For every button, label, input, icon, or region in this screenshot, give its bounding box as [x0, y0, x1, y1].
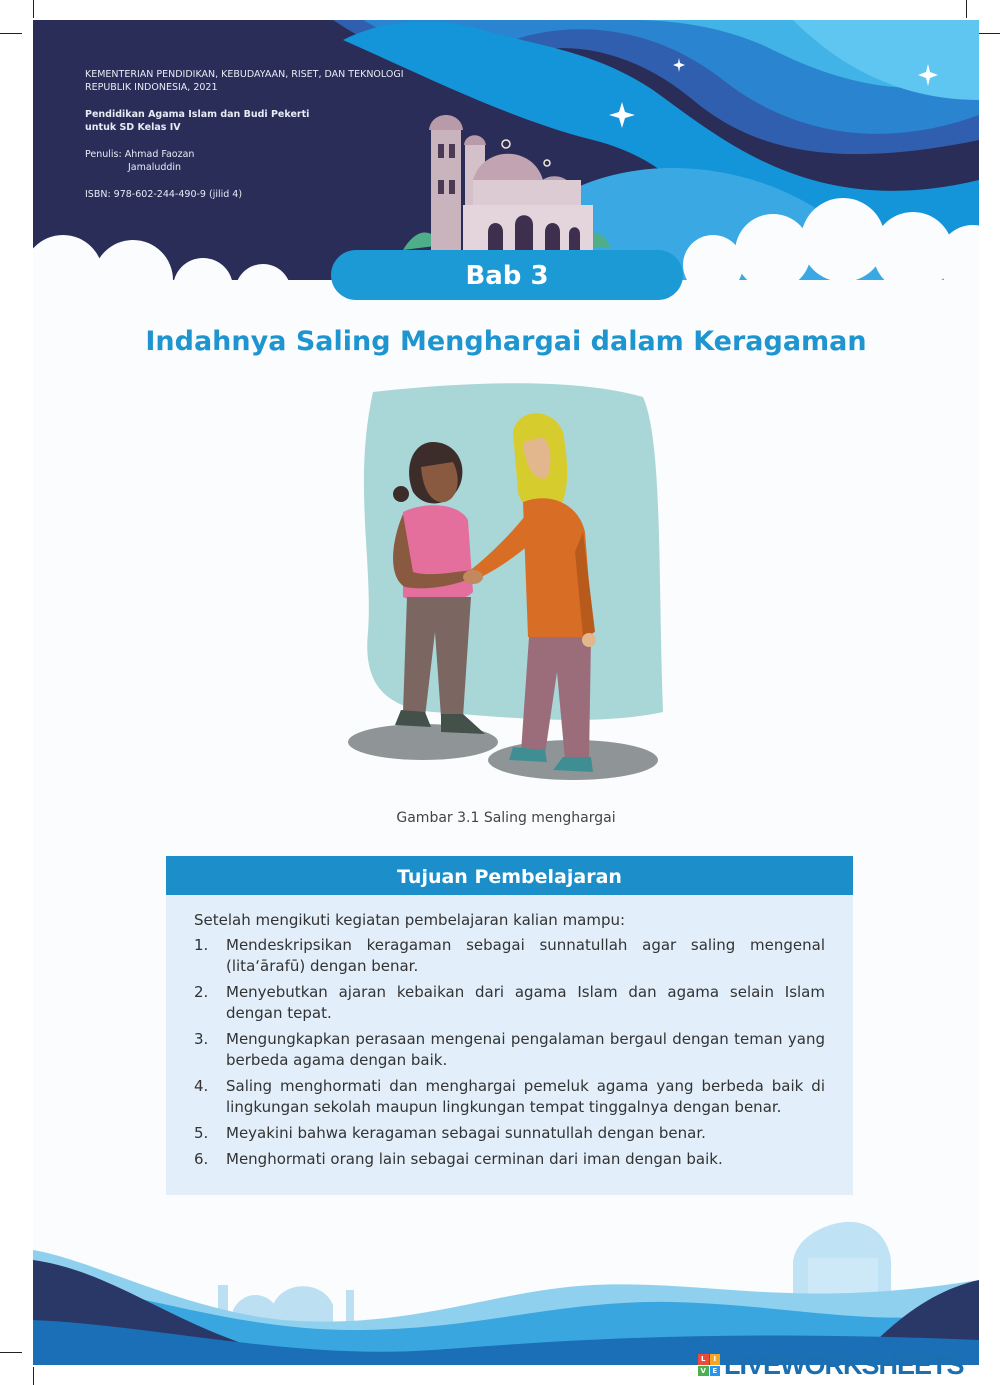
crop-mark [0, 33, 22, 34]
list-item: 5. Meyakini bahwa keragaman sebagai sunnatullah dengan benar. [194, 1124, 706, 1142]
crop-mark [33, 1367, 34, 1385]
liveworksheets-watermark [698, 1350, 964, 1380]
publication-meta [85, 68, 465, 215]
liveworksheets-logo-icon: L I V E [698, 1354, 720, 1376]
learning-goals-intro: Setelah mengikuti kegiatan pembelajaran kalian mampu: [194, 911, 626, 929]
isbn-text: ISBN: 978-602-244-490-9 (jilid 4) [85, 189, 243, 200]
learning-goals-box [166, 856, 853, 1195]
author-text: Penulis: Ahmad Faozan [85, 149, 195, 160]
crop-mark [0, 1352, 22, 1353]
book-title-line1: Pendidikan Agama Islam dan Budi Pekerti [85, 109, 310, 120]
learning-goals-list [166, 935, 853, 1170]
list-item: 2. Menyebutkan ajaran kebaikan dari agama Islam dan agama selain Islam dengan tepat. [194, 983, 825, 1022]
chapter-title: Indahnya Saling Menghargai dalam Keragaman [145, 326, 867, 357]
list-item: 4. Saling menghormati dan menghargai pemeluk agama yang berbeda baik di lingkungan sekolah maupun lingkungan tempat tinggalnya dengan benar. [194, 1077, 825, 1116]
ministry-text: KEMENTERIAN PENDIDIKAN, KEBUDAYAAN, RISET, DAN TEKNOLOGI [85, 69, 404, 80]
crop-mark [33, 0, 34, 18]
republic-text: REPUBLIK INDONESIA, 2021 [85, 82, 218, 93]
book-title-line2: untuk SD Kelas IV [85, 122, 181, 133]
list-item: 6. Menghormati orang lain sebagai cerminan dari iman dengan baik. [194, 1150, 723, 1168]
watermark-text: LIVEWORKSHEETS [724, 1349, 964, 1380]
crop-mark [978, 33, 1000, 34]
author-line2: Jamaluddin [128, 162, 182, 173]
learning-goals-heading: Tujuan Pembelajaran [166, 856, 853, 895]
chapter-label: Bab 3 [331, 250, 683, 300]
footer-waves [33, 1210, 979, 1365]
figure-caption: Gambar 3.1 Saling menghargai [396, 810, 616, 826]
list-item: 1. Mendeskripsikan keragaman sebagai sunnatullah agar saling mengenal (lita‘ārafū) dengan benar. [194, 936, 825, 975]
crop-mark [966, 0, 967, 18]
handshake-illustration [343, 382, 673, 802]
list-item: 3. Mengungkapkan perasaan mengenai pengalaman bergaul dengan teman yang berbeda agama dengan baik. [194, 1030, 825, 1069]
book-page [33, 20, 979, 1365]
